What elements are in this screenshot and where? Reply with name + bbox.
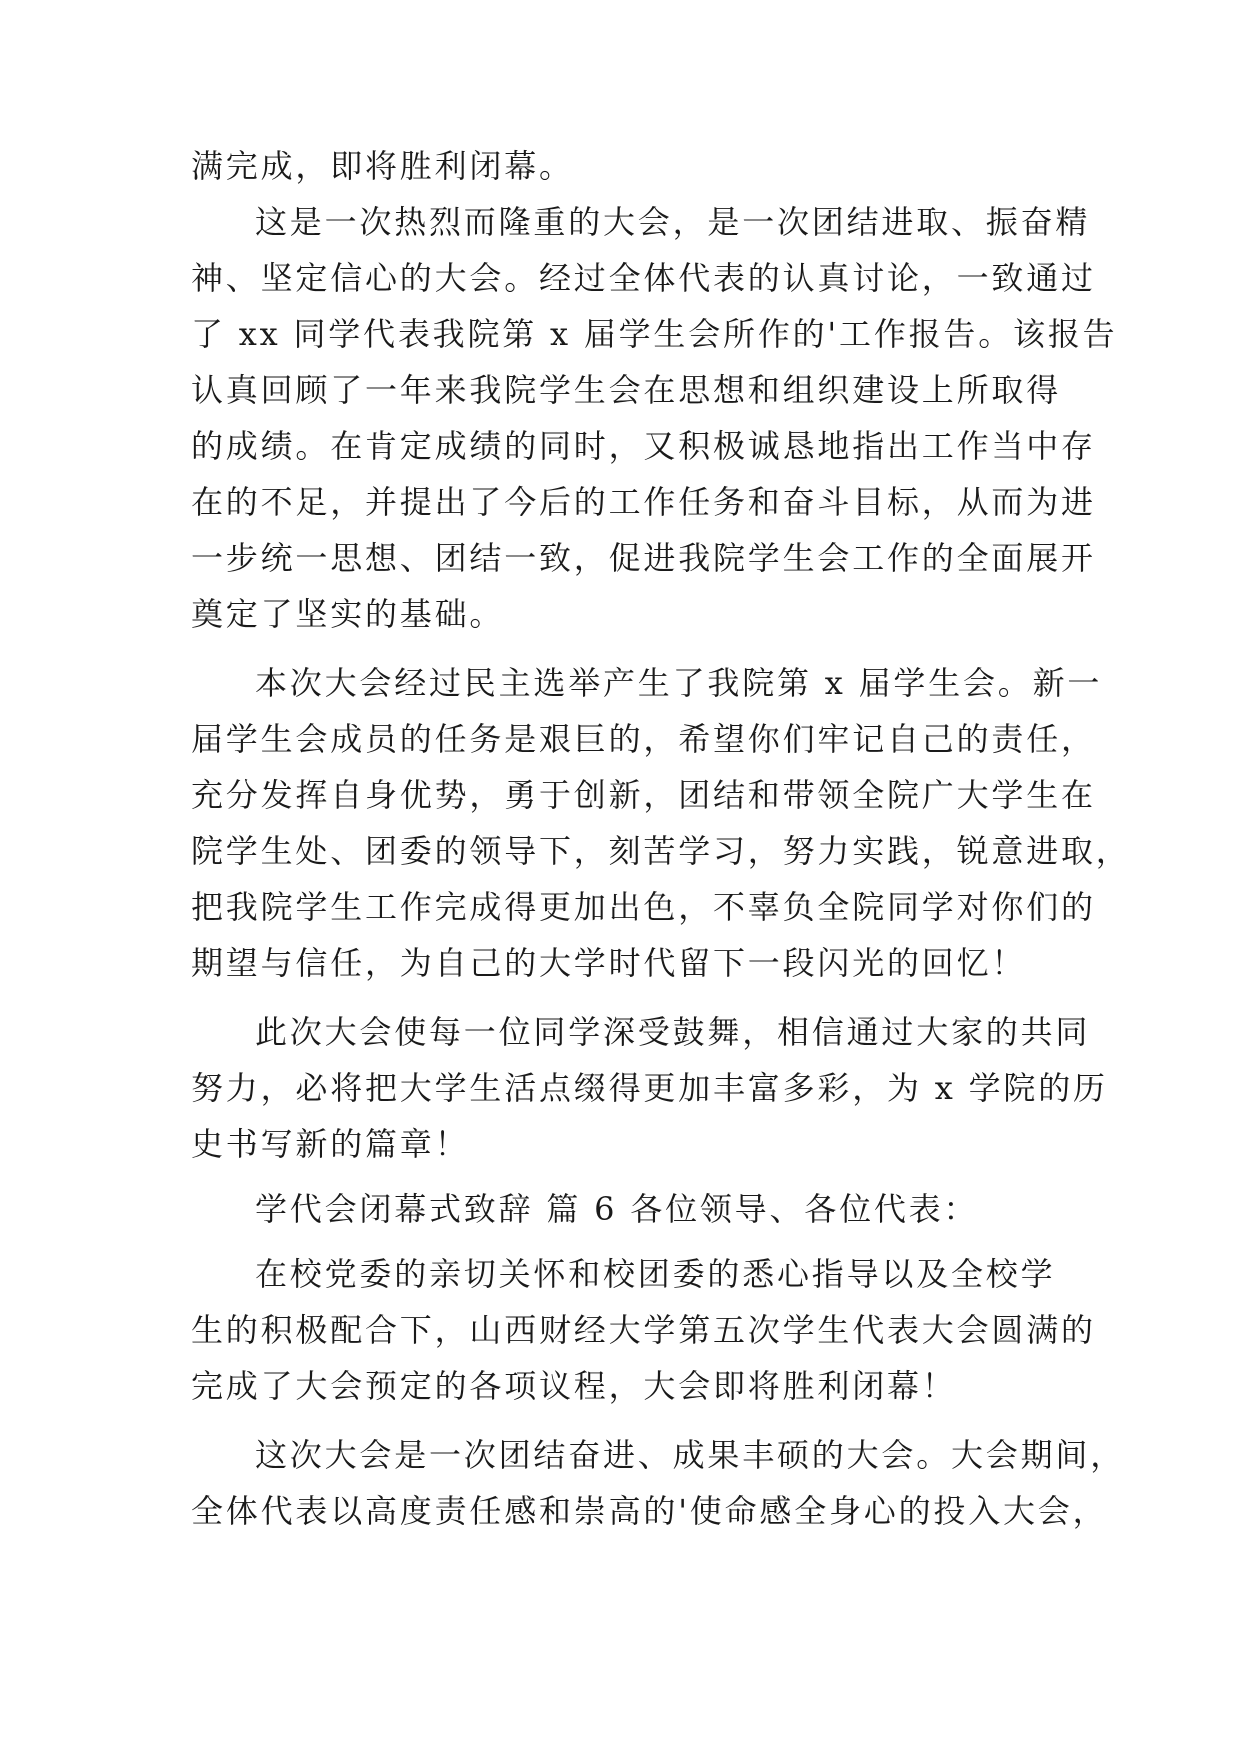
text-line: 把我院学生工作完成得更加出色，不辜负全院同学对你们的 xyxy=(191,888,1096,926)
text-line: 史书写新的篇章！ xyxy=(191,1125,470,1163)
text-line: 院学生处、团委的领导下，刻苦学习，努力实践，锐意进取， xyxy=(191,832,1131,870)
paragraph-start-line: 本次大会经过民主选举产生了我院第 x 届学生会。新一 xyxy=(255,664,1103,702)
text-line: 充分发挥自身优势，勇于创新，团结和带领全院广大学生在 xyxy=(191,776,1096,814)
text-line: 奠定了坚实的基础。 xyxy=(191,595,505,633)
text-line: 努力，必将把大学生活点缀得更加丰富多彩，为 x 学院的历 xyxy=(191,1069,1108,1107)
text-line: 生的积极配合下，山西财经大学第五次学生代表大会圆满的 xyxy=(191,1311,1096,1349)
paragraph-start-line: 在校党委的亲切关怀和校团委的悉心指导以及全校学 xyxy=(255,1255,1056,1293)
text-line: 认真回顾了一年来我院学生会在思想和组织建设上所取得 xyxy=(191,371,1062,409)
paragraph-start-line: 这是一次热烈而隆重的大会，是一次团结进取、振奋精 xyxy=(255,203,1091,241)
text-line: 全体代表以高度责任感和崇高的'使命感全身心的投入大会， xyxy=(191,1492,1108,1530)
text-line: 届学生会成员的任务是艰巨的，希望你们牢记自己的责任， xyxy=(191,720,1096,758)
text-line: 完成了大会预定的各项议程，大会即将胜利闭幕！ xyxy=(191,1367,957,1405)
text-line: 在的不足，并提出了今后的工作任务和奋斗目标，从而为进 xyxy=(191,483,1096,521)
text-line: 了 xx 同学代表我院第 x 届学生会所作的'工作报告。该报告 xyxy=(191,315,1118,353)
paragraph-start-line: 这次大会是一次团结奋进、成果丰硕的大会。大会期间， xyxy=(255,1436,1126,1474)
text-line: 神、坚定信心的大会。经过全体代表的认真讨论，一致通过 xyxy=(191,259,1096,297)
text-line: 期望与信任，为自己的大学时代留下一段闪光的回忆！ xyxy=(191,944,1027,982)
text-line: 一步统一思想、团结一致，促进我院学生会工作的全面展开 xyxy=(191,539,1096,577)
text-line: 满完成，即将胜利闭幕。 xyxy=(191,147,574,185)
section-heading-line: 学代会闭幕式致辞 篇 6 各位领导、各位代表： xyxy=(255,1190,979,1228)
text-line: 的成绩。在肯定成绩的同时，又积极诚恳地指出工作当中存 xyxy=(191,427,1096,465)
paragraph-start-line: 此次大会使每一位同学深受鼓舞，相信通过大家的共同 xyxy=(255,1013,1091,1051)
